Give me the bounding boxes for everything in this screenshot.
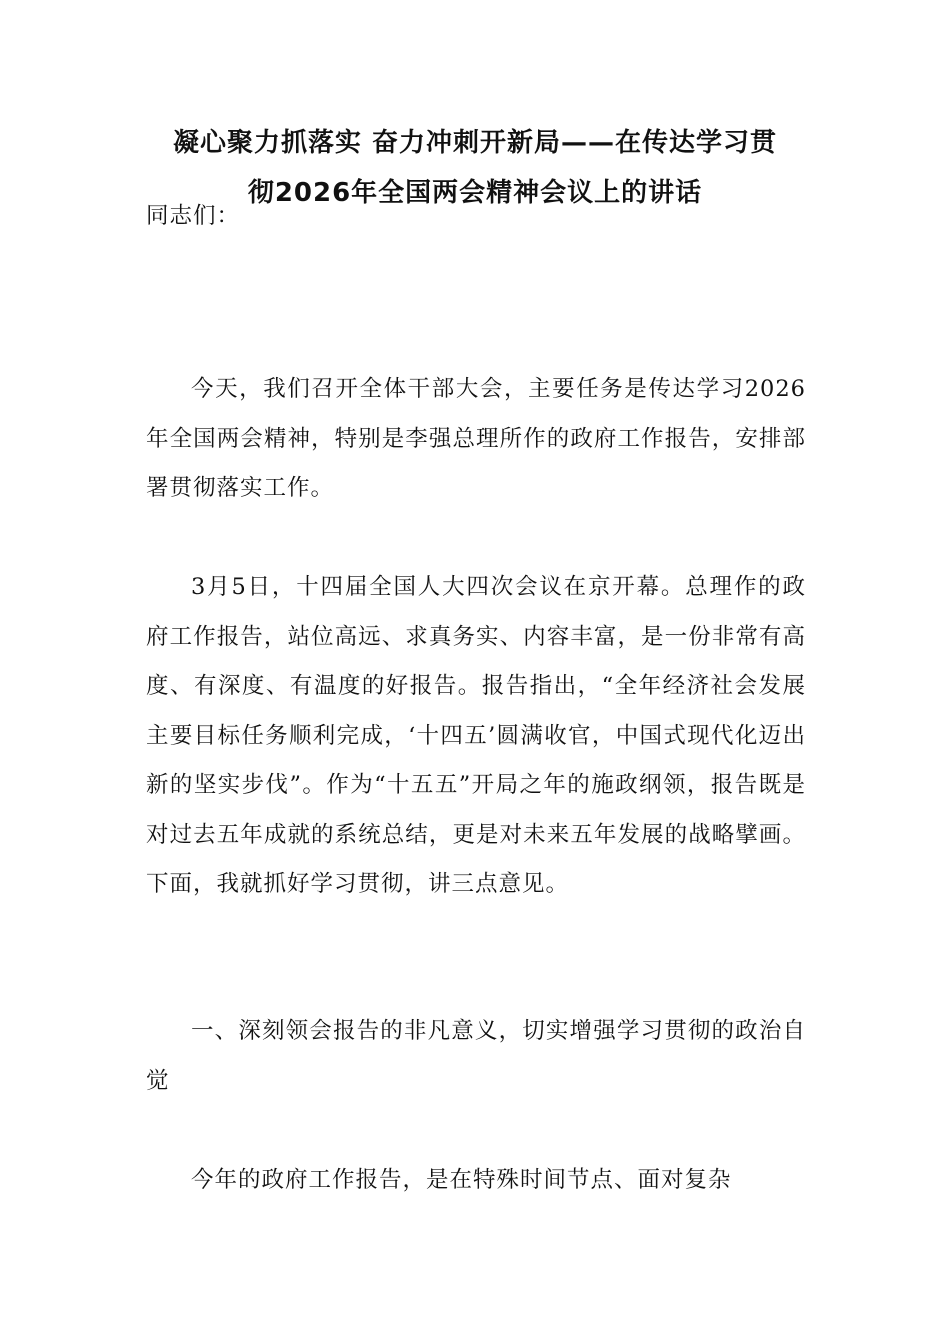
section-heading-1: 一、深刻领会报告的非凡意义，切实增强学习贯彻的政治自觉 xyxy=(146,1018,806,1094)
title-line-1: 凝心聚力抓落实 奋力冲刺开新局——在传达学习贯 xyxy=(172,128,778,158)
paragraph-2: 3月5日，十四届全国人大四次会议在京开幕。总理作的政府工作报告，站位高远、求真务实、内容丰富，是一份非常有高度、有深度、有温度的好报告。报告指出，“全年经济社会发展主要目标任务顺利完成，‘十四五’圆满收官，中国式现代化迈出新的坚实步伐”。作为“十五五”开局之年的施政纲领，报告既是对过去五年成就的系统总结，更是对未来五年发展的战略擘画。下面，我就抓好学习贯彻，讲三点意见。 xyxy=(146,574,806,897)
salutation: 同志们： xyxy=(146,203,241,229)
paragraph-3: 今年的政府工作报告，是在特殊时间节点、面对复杂 xyxy=(191,1167,732,1193)
title-line-2: 彻2026年全国两会精神会议上的讲话 xyxy=(247,178,703,208)
paragraph-1: 今天，我们召开全体干部大会，主要任务是传达学习2026年全国两会精神，特别是李强总理所作的政府工作报告，安排部署贯彻落实工作。 xyxy=(146,376,806,501)
